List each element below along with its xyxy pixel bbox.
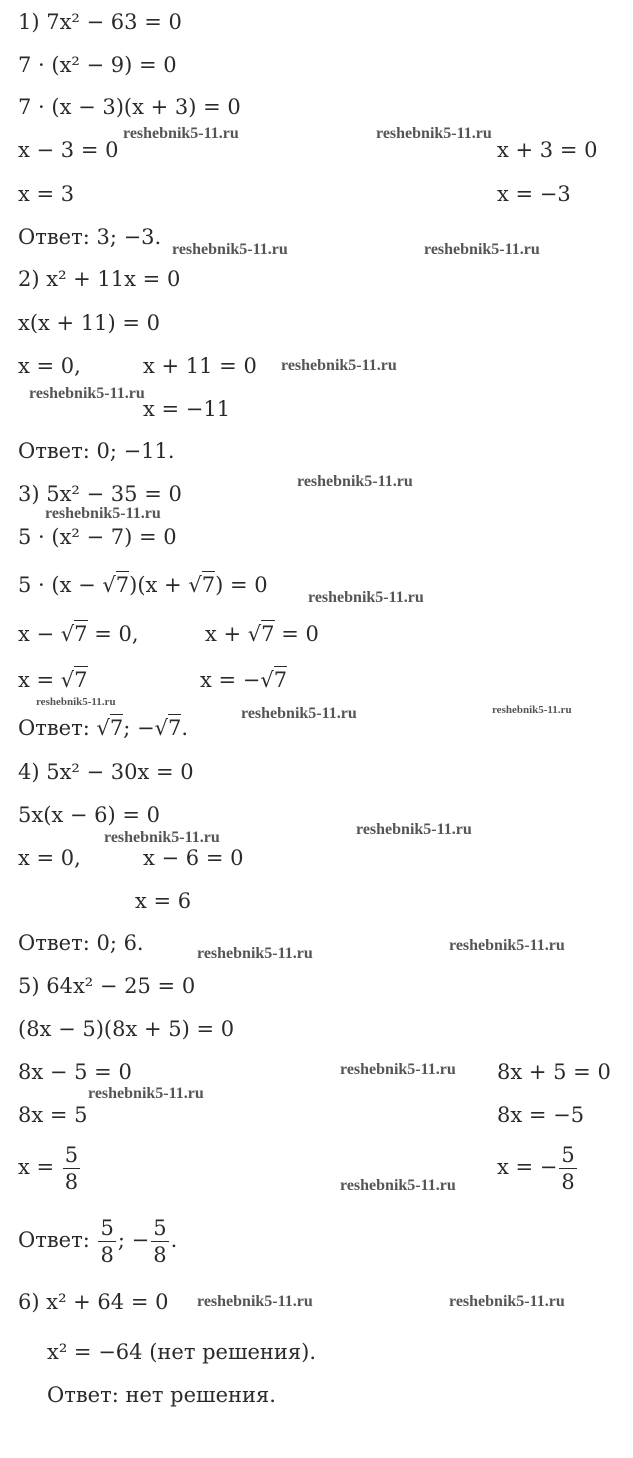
watermark: reshebnik5-11.ru: [36, 696, 116, 708]
p3-root-left: x = √7: [18, 668, 88, 692]
p1-equation: 1) 7x² − 63 = 0: [18, 10, 182, 34]
p5-case-right: 8x + 5 = 0: [497, 1060, 611, 1084]
p5-step-right: 8x = −5: [497, 1103, 585, 1127]
watermark: reshebnik5-11.ru: [241, 705, 357, 722]
p6-equation: 6) x² + 64 = 0: [18, 1290, 169, 1314]
p5-root-left: x = $\frac{5}{8}$: [18, 1143, 79, 1195]
fraction: $\frac{5}{8}$: [153, 1216, 167, 1268]
p5-answer: Ответ: $\frac{5}{8}$ ; − $\frac{5}{8}$ .: [18, 1216, 178, 1268]
p2-answer: Ответ: 0; −11.: [18, 439, 175, 463]
p1-root-left: x = 3: [18, 182, 75, 206]
watermark: reshebnik5-11.ru: [297, 473, 413, 490]
p3-answer: Ответ: √7; −√7.: [18, 716, 189, 740]
p4-step-factor: 5x(x − 6) = 0: [18, 803, 161, 827]
watermark: reshebnik5-11.ru: [340, 1061, 456, 1078]
p3-case-right: x + √7 = 0: [205, 622, 319, 646]
p1-case-right: x + 3 = 0: [497, 138, 598, 162]
fraction: $\frac{5}{8}$: [64, 1143, 79, 1195]
watermark: reshebnik5-11.ru: [492, 704, 572, 716]
p1-step-factor: 7 · (x² − 9) = 0: [18, 53, 177, 77]
p2-root-right: x = −11: [143, 397, 231, 421]
p4-equation: 4) 5x² − 30x = 0: [18, 760, 194, 784]
p3-case-left: x − √7 = 0,: [18, 622, 139, 646]
p6-answer: Ответ: нет решения.: [47, 1383, 276, 1407]
p1-root-right: x = −3: [497, 182, 571, 206]
watermark: reshebnik5-11.ru: [340, 1177, 456, 1194]
watermark: reshebnik5-11.ru: [449, 937, 565, 954]
p3-step-difference: 5 · (x − √7)(x + √7) = 0: [18, 573, 268, 597]
p3-root-right: x = −√7: [200, 668, 288, 692]
p4-root-right: x = 6: [135, 889, 192, 913]
p2-step-factor: x(x + 11) = 0: [18, 311, 161, 335]
watermark: reshebnik5-11.ru: [281, 357, 397, 374]
watermark: reshebnik5-11.ru: [356, 821, 472, 838]
p1-answer: Ответ: 3; −3.: [18, 225, 162, 249]
watermark: reshebnik5-11.ru: [424, 241, 540, 258]
fraction: $\frac{5}{8}$: [561, 1143, 575, 1195]
watermark: reshebnik5-11.ru: [172, 241, 288, 258]
p5-case-left: 8x − 5 = 0: [18, 1060, 132, 1084]
fraction: $\frac{5}{8}$: [100, 1216, 114, 1268]
p3-step-factor: 5 · (x² − 7) = 0: [18, 525, 177, 549]
watermark: reshebnik5-11.ru: [29, 385, 145, 402]
p3-equation: 3) 5x² − 35 = 0: [18, 482, 182, 506]
p1-case-left: x − 3 = 0: [18, 138, 119, 162]
watermark: reshebnik5-11.ru: [123, 125, 239, 142]
watermark: reshebnik5-11.ru: [104, 829, 220, 846]
p4-case-left: x = 0,: [18, 846, 81, 870]
watermark: reshebnik5-11.ru: [45, 505, 161, 522]
watermark: reshebnik5-11.ru: [449, 1293, 565, 1310]
watermark: reshebnik5-11.ru: [376, 125, 492, 142]
p4-answer: Ответ: 0; 6.: [18, 931, 144, 955]
p5-root-right: x = − $\frac{5}{8}$: [497, 1143, 575, 1195]
watermark: reshebnik5-11.ru: [308, 589, 424, 606]
p2-equation: 2) x² + 11x = 0: [18, 267, 181, 291]
p2-case-right: x + 11 = 0: [143, 354, 257, 378]
p6-step: x² = −64 (нет решения).: [47, 1340, 317, 1364]
watermark: reshebnik5-11.ru: [88, 1085, 204, 1102]
p5-step-factor: (8x − 5)(8x + 5) = 0: [18, 1017, 235, 1041]
watermark: reshebnik5-11.ru: [197, 945, 313, 962]
p1-step-difference: 7 · (x − 3)(x + 3) = 0: [18, 95, 241, 119]
watermark: reshebnik5-11.ru: [197, 1293, 313, 1310]
p5-step-left: 8x = 5: [18, 1103, 88, 1127]
p5-equation: 5) 64x² − 25 = 0: [18, 974, 196, 998]
p2-case-left: x = 0,: [18, 354, 81, 378]
p4-case-right: x − 6 = 0: [143, 846, 244, 870]
